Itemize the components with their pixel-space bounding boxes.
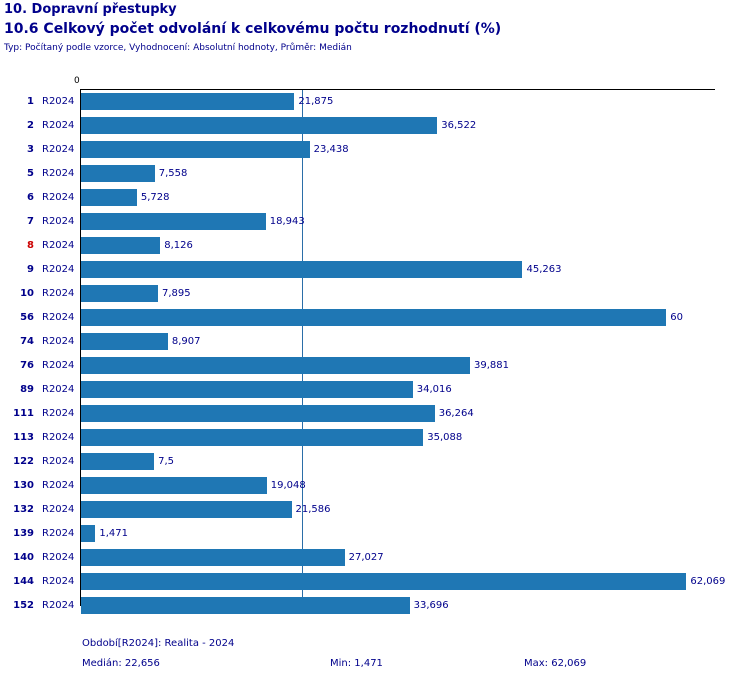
- legend-entry: Období[R2024]: Realita - 2024: [82, 638, 235, 649]
- row-index-label: 10: [20, 288, 34, 299]
- row-index-label: 3: [27, 144, 34, 155]
- bar[interactable]: [81, 117, 437, 134]
- row-index-label: 152: [13, 600, 34, 611]
- bar[interactable]: [81, 405, 435, 422]
- row-index-label: 5: [27, 168, 34, 179]
- row-index-label: 139: [13, 528, 34, 539]
- bar-value-label: 21,875: [298, 96, 334, 107]
- row-index-label: 9: [27, 264, 34, 275]
- row-series-label: R2024: [42, 456, 75, 467]
- bar-value-label: 34,016: [416, 384, 452, 395]
- bar-row[interactable]: [0, 474, 750, 498]
- bar-value-label: 1,471: [99, 528, 128, 539]
- bar-value-label: 36,264: [438, 408, 474, 419]
- row-index-label: 130: [13, 480, 34, 491]
- bar[interactable]: [81, 357, 470, 374]
- row-series-label: R2024: [42, 96, 75, 107]
- bar-value-label: 27,027: [348, 552, 384, 563]
- bar[interactable]: [81, 573, 686, 590]
- row-index-label: 76: [20, 360, 34, 371]
- bar[interactable]: [81, 381, 413, 398]
- bar-value-label: 23,438: [313, 144, 349, 155]
- bar-value-label: 36,522: [441, 120, 477, 131]
- bar-row[interactable]: [0, 258, 750, 282]
- bar-row[interactable]: [0, 594, 750, 618]
- axis-zero-label: 0: [74, 76, 80, 86]
- bar[interactable]: [81, 237, 160, 254]
- bar-value-label: 45,263: [526, 264, 562, 275]
- row-series-label: R2024: [42, 552, 75, 563]
- chart-area: [0, 76, 750, 621]
- row-series-label: R2024: [42, 528, 75, 539]
- bar[interactable]: [81, 597, 410, 614]
- bar-row[interactable]: [0, 426, 750, 450]
- bar-value-label: 8,907: [171, 336, 201, 347]
- bar-row[interactable]: [0, 306, 750, 330]
- row-index-label: 140: [13, 552, 34, 563]
- bar-value-label: 7,5: [158, 456, 175, 467]
- bar-value-label: 7,895: [162, 288, 191, 299]
- row-series-label: R2024: [42, 312, 75, 323]
- stat-median: Medián: 22,656: [82, 658, 160, 669]
- bar-value-label: 21,586: [295, 504, 331, 515]
- bar[interactable]: [81, 285, 158, 302]
- bar[interactable]: [81, 477, 267, 494]
- bar[interactable]: [81, 453, 154, 470]
- row-series-label: R2024: [42, 144, 75, 155]
- bar[interactable]: [81, 261, 522, 278]
- bar[interactable]: [81, 213, 266, 230]
- row-series-label: R2024: [42, 216, 75, 227]
- row-index-label: 56: [20, 312, 34, 323]
- row-series-label: R2024: [42, 432, 75, 443]
- row-index-label: 113: [13, 432, 34, 443]
- row-index-label: 8: [27, 240, 34, 251]
- row-index-label: 89: [20, 384, 34, 395]
- row-series-label: R2024: [42, 240, 75, 251]
- bar-value-label: 18,943: [269, 216, 305, 227]
- bar-row[interactable]: [0, 498, 750, 522]
- page-title: 10.6 Celkový počet odvolání k celkovému počtu rozhodnutí (%): [4, 21, 502, 37]
- bar-value-label: 8,126: [164, 240, 193, 251]
- bar[interactable]: [81, 189, 137, 206]
- row-series-label: R2024: [42, 288, 75, 299]
- bar-row[interactable]: [0, 138, 750, 162]
- row-index-label: 144: [13, 576, 34, 587]
- bar[interactable]: [81, 309, 666, 326]
- bar-row[interactable]: [0, 210, 750, 234]
- bar-row[interactable]: [0, 330, 750, 354]
- bar-row[interactable]: [0, 402, 750, 426]
- chart-subtitle: Typ: Počítaný podle vzorce, Vyhodnocení: Absolutní hodnoty, Průměr: Medián: [4, 43, 352, 53]
- row-series-label: R2024: [42, 384, 75, 395]
- page-title-section: 10. Dopravní přestupky: [4, 2, 177, 17]
- row-index-label: 2: [27, 120, 34, 131]
- row-series-label: R2024: [42, 168, 75, 179]
- bar-row[interactable]: [0, 186, 750, 210]
- bar-value-label: 60: [670, 312, 683, 323]
- stat-max: Max: 62,069: [524, 658, 587, 669]
- bar-value-label: 7,558: [158, 168, 188, 179]
- bar-row[interactable]: [0, 570, 750, 594]
- bar-row[interactable]: [0, 282, 750, 306]
- row-series-label: R2024: [42, 576, 75, 587]
- row-index-label: 1: [27, 96, 34, 107]
- bar-row[interactable]: [0, 162, 750, 186]
- row-series-label: R2024: [42, 360, 75, 371]
- bar-value-label: 19,048: [270, 480, 306, 491]
- row-series-label: R2024: [42, 192, 75, 203]
- row-index-label: 74: [20, 336, 34, 347]
- row-series-label: R2024: [42, 600, 75, 611]
- bar[interactable]: [81, 429, 423, 446]
- row-index-label: 132: [13, 504, 34, 515]
- row-index-label: 111: [13, 408, 34, 419]
- row-series-label: R2024: [42, 480, 75, 491]
- row-index-label: 6: [27, 192, 34, 203]
- bar[interactable]: [81, 525, 95, 542]
- stat-min: Min: 1,471: [330, 658, 383, 669]
- bar-row[interactable]: [0, 378, 750, 402]
- bar[interactable]: [81, 165, 155, 182]
- bar-value-label: 5,728: [140, 192, 170, 203]
- bar-row[interactable]: [0, 114, 750, 138]
- row-index-label: 7: [27, 216, 34, 227]
- bar-row[interactable]: [0, 354, 750, 378]
- row-series-label: R2024: [42, 336, 75, 347]
- bar-value-label: 62,069: [690, 576, 726, 587]
- bar[interactable]: [81, 333, 168, 350]
- bar-row[interactable]: [0, 90, 750, 114]
- bar[interactable]: [81, 93, 294, 110]
- row-series-label: R2024: [42, 120, 75, 131]
- bar-row[interactable]: [0, 234, 750, 258]
- bar-value-label: 33,696: [413, 600, 449, 611]
- bar-row[interactable]: [0, 450, 750, 474]
- bar-row[interactable]: [0, 546, 750, 570]
- bar-row[interactable]: [0, 522, 750, 546]
- bar-value-label: 39,881: [473, 360, 509, 371]
- bar[interactable]: [81, 549, 345, 566]
- row-series-label: R2024: [42, 264, 75, 275]
- row-index-label: 122: [13, 456, 34, 467]
- bar[interactable]: [81, 501, 292, 518]
- bar-value-label: 35,088: [427, 432, 463, 443]
- row-series-label: R2024: [42, 504, 75, 515]
- bar[interactable]: [81, 141, 310, 158]
- row-series-label: R2024: [42, 408, 75, 419]
- chart-footer: [0, 630, 750, 680]
